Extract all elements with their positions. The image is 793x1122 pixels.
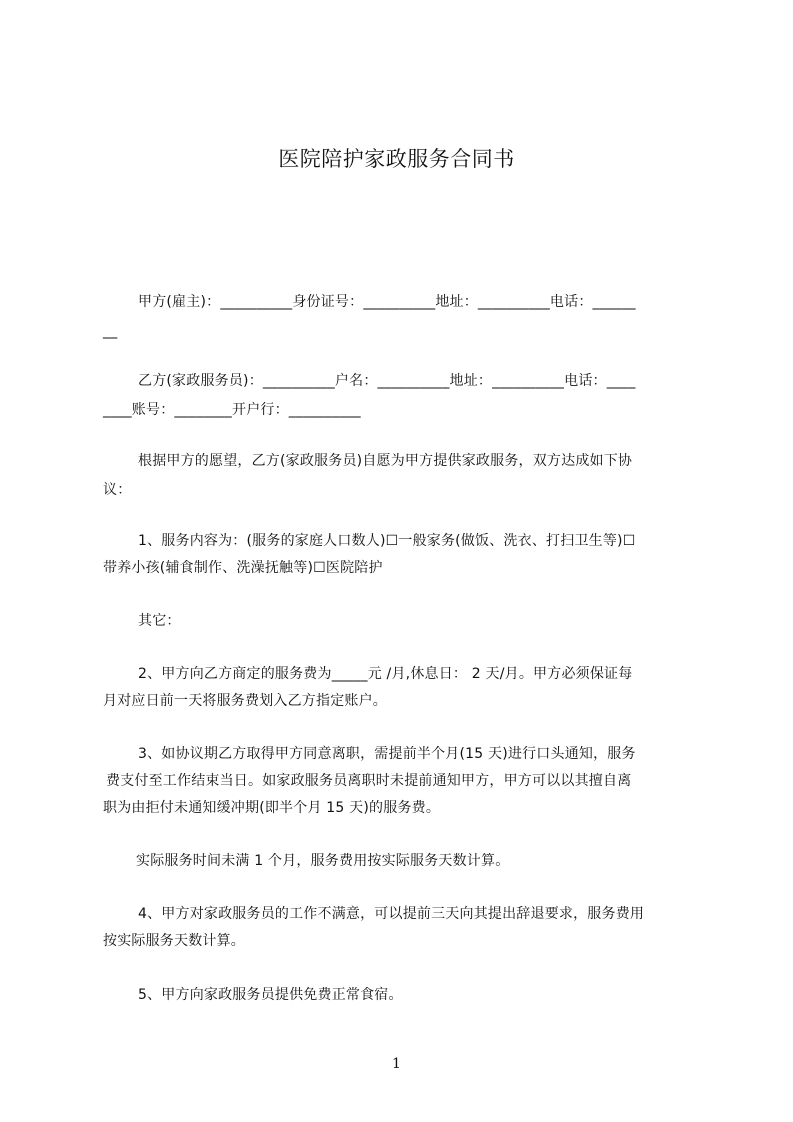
actual-service-note: 实际服务时间未满 1 个月，服务费用按实际服务天数计算。	[136, 853, 510, 869]
clause-1-continued: 带养小孩(辅食制作、洗澡抚触等)☐医院陪护	[103, 560, 383, 576]
clause-4-continued: 按实际服务天数计算。	[103, 933, 245, 949]
clause-3-continued-2: 职为由拒付未通知缓冲期(即半个月 15 天)的服务费。	[103, 800, 441, 816]
party-b-line-continued: ____账号：________开户行：__________	[103, 402, 361, 418]
party-a-line: 甲方(雇主)：__________身份证号：__________地址：__________电话：______	[138, 294, 636, 310]
clause-4: 4、甲方对家政服务员的工作不满意，可以提前三天向其提出辞退要求，服务费用	[138, 906, 645, 922]
clause-3-continued: 费支付至工作结束当日。如家政服务员离职时未提前通知甲方，甲方可以以其擅自离	[106, 773, 632, 789]
other-label: 其它：	[138, 613, 181, 629]
clause-5: 5、甲方向家政服务员提供免费正常食宿。	[138, 987, 403, 1003]
document-title: 医院陪护家政服务合同书	[278, 147, 515, 171]
clause-3: 3、如协议期乙方取得甲方同意离职，需提前半个月(15 天)进行口头通知，服务	[138, 746, 636, 762]
clause-1: 1、服务内容为：(服务的家庭人口数人)☐一般家务(做饭、洗衣、打扫卫生等)☐	[138, 533, 636, 549]
intro-paragraph: 根据甲方的愿望，乙方(家政服务员)自愿为甲方提供家政服务，双方达成如下协	[138, 453, 633, 469]
clause-2: 2、甲方向乙方商定的服务费为_____元 /月,休息日： 2 天/月。甲方必须保证每	[138, 666, 633, 682]
intro-paragraph-continued: 议：	[103, 482, 132, 498]
clause-2-continued: 月对应日前一天将服务费划入乙方指定账户。	[103, 693, 387, 709]
party-b-line: 乙方(家政服务员)：__________户名：__________地址：__________电话：____	[138, 373, 636, 389]
page-number: 1	[392, 1056, 401, 1072]
party-a-line-continued: __	[103, 323, 118, 339]
